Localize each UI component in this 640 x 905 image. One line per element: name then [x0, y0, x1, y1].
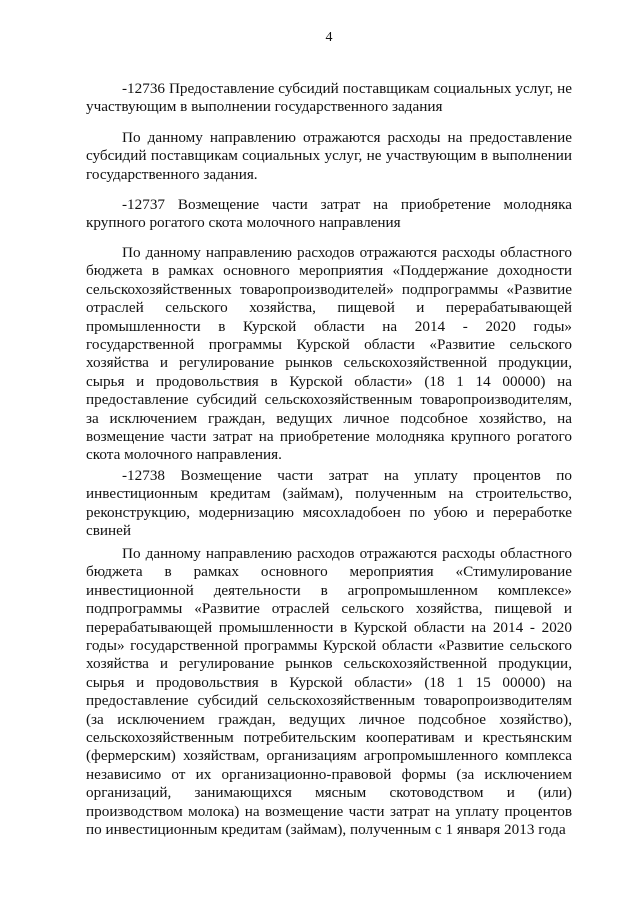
section-heading-12736: -12736 Предоставление субсидий поставщикам социальных услуг, не участвующим в выполнении государственного задания: [86, 80, 572, 116]
section-text-12738: По данному направлению расходов отражаются расходы областного бюджета в рамках основного мероприятия «Стимулирование инвестиционной деятельности в агропромышленном комплексе» подпрограммы «Развитие отраслей сельского хозяйства, пищевой и перерабатывающей промышленности в Курской области на 2014 - 2020 годы» государственной программы Курской области «Развитие сельского хозяйства и регулирование рынков сельскохозяйственной продукции, сырья и продовольствия в Курской области» (18 1 15 00000) на предоставление субсидий сельскохозяйственным товаропроизводителям (за исключением граждан, ведущих личное подсобное хозяйство), сельскохозяйственным потребительским кооперативам и крестьянским (фермерским) хозяйствам, организациям агропромышленного комплекса независимо от их организационно-правовой формы (за исключением организаций, занимающихся мясным скотоводством и (или) производством молока) на возмещение части затрат на уплату процентов по инвестиционным кредитам (займам), полученным с 1 января 2013 года: [86, 545, 572, 839]
section-text-12736: По данному направлению отражаются расходы на предоставление субсидий поставщикам социальных услуг, не участвующим в выполнении государственного задания.: [86, 129, 572, 183]
section-heading-12738: -12738 Возмещение части затрат на уплату процентов по инвестиционным кредитам (займам), полученным на строительство, реконструкцию, модернизацию мясохладобоен по убою и переработке свиней: [86, 467, 572, 540]
page-number: 4: [325, 30, 333, 45]
section-text-12737: По данному направлению расходов отражаются расходы областного бюджета в рамках основного мероприятия «Поддержание доходности сельскохозяйственных товаропроизводителей» подпрограммы «Развитие отраслей сельского хозяйства, пищевой и перерабатывающей промышленности в Курской области на 2014 - 2020 годы» государственной программы Курской области «Развитие сельского хозяйства и регулирование рынков сельскохозяйственной продукции, сырья и продовольствия в Курской области» (18 1 14 00000) на предоставление субсидий сельскохозяйственным товаропроизводителям, за исключением граждан, ведущих личное подсобное хозяйство, на возмещение части затрат на приобретение молодняка крупного рогатого скота молочного направления.: [86, 244, 572, 464]
section-heading-12737: -12737 Возмещение части затрат на приобретение молодняка крупного рогатого скота молочного направления: [86, 196, 572, 232]
